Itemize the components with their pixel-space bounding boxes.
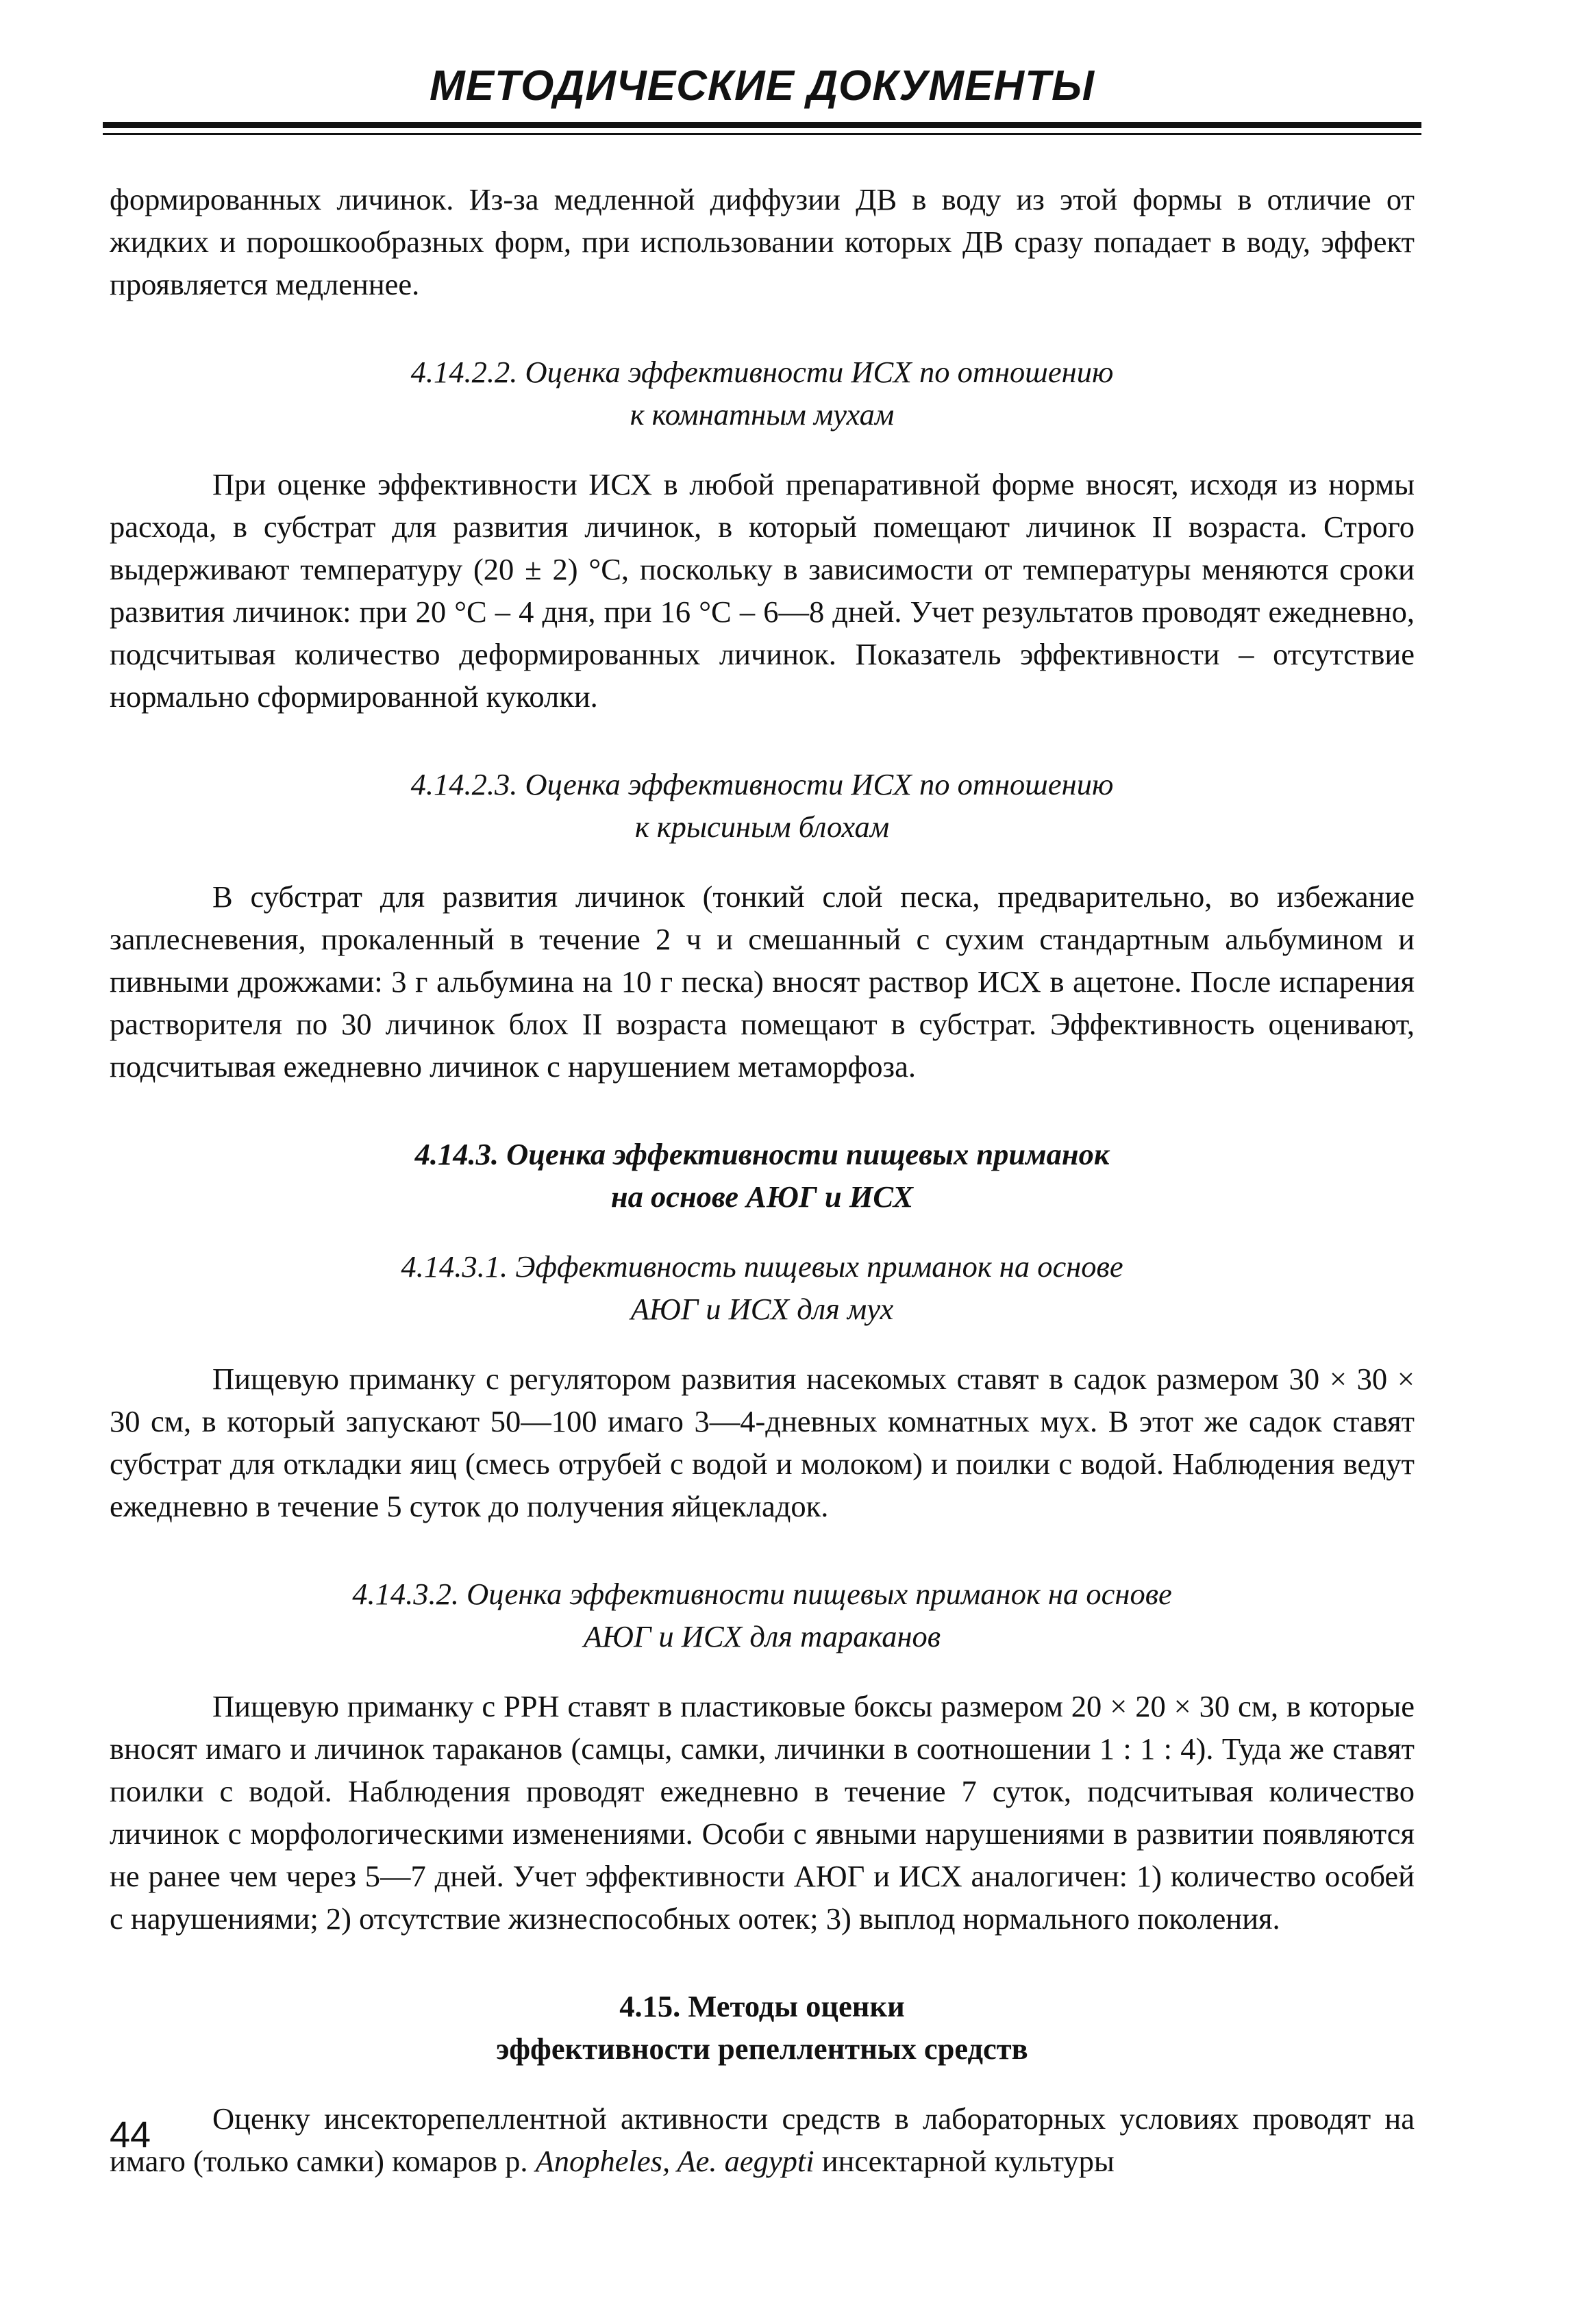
paragraph-text: Оценку инсекторепеллентной активности средств в лабораторных условиях проводят на имаго (только самки) комаров р. [110,2101,1415,2178]
paragraph-rat-fleas: В субстрат для развития личинок (тонкий слой песка, предварительно, во избежание заплесневения, прокаленный в течение 2 ч и смешанный с сухим стандартным альбумином и пивными дрожжами: 3 г альбумина на 10 г песка) вносят раствор ИСХ в ацетоне. После испарения растворителя по 30 личинок блох II возраста помещают в субстрат. Эффективность оценивают, подсчитывая ежедневно личинок с нарушением метаморфоза. [110,879,1415,1084]
header-rule-thick [103,122,1421,128]
section-heading-repellents [110,1985,1415,2070]
heading-line: к комнатным мухам [630,397,895,432]
heading-line: эффективности репеллентных средств [496,2032,1028,2066]
section-heading-baits [110,1133,1415,1218]
paragraph-repellents [110,2097,1415,2182]
heading-line: 4.14.3.1. Эффективность пищевых приманок на основе [401,1249,1123,1284]
paragraph-continuation: формированных личинок. Из-за медленной диффузии ДВ в воду из этой формы в отличие от жидких и порошкообразных форм, при использовании которых ДВ сразу попадает в воду, эффект проявляется медленнее. [110,182,1415,301]
heading-line: 4.14.2.3. Оценка эффективности ИСХ по отношению [410,767,1114,801]
paragraph-text: инсектарной культуры [814,2144,1115,2178]
heading-line: АЮГ и ИСХ для мух [630,1292,894,1326]
subsection-heading-baits-flies [110,1245,1415,1330]
running-header: МЕТОДИЧЕСКИЕ ДОКУМЕНТЫ [430,62,1095,110]
species-names: Anopheles, Ae. aegypti [535,2144,814,2178]
paragraph-houseflies: При оценке эффективности ИСХ в любой препаративной форме вносят, исходя из нормы расхода, в субстрат для развития личинок, в который помещают личинок II возраста. Строго выдерживают температуру (20 ± 2) °С, поскольку в зависимости от температуры меняются сроки развития личинок: при 20 °С – 4 дня, при 16 °С – 6—8 дней. Учет результатов проводят ежедневно, подсчитывая количество деформированных личинок. Показатель эффективности – отсутствие нормально сформированной куколки. [110,467,1415,714]
subsection-heading-houseflies [110,351,1415,436]
heading-line: на основе АЮГ и ИСХ [610,1179,914,1214]
page-content [110,178,1415,2182]
heading-line: 4.14.3. Оценка эффективности пищевых приманок [414,1137,1110,1171]
heading-line: к крысиным блохам [634,810,890,844]
page-number: 44 [110,2114,151,2156]
subsection-heading-rat-fleas [110,763,1415,848]
heading-line: 4.15. Методы оценки [619,1989,905,2023]
subsection-heading-baits-cockroaches [110,1573,1415,1658]
heading-line: 4.14.3.2. Оценка эффективности пищевых приманок на основе [352,1577,1172,1611]
heading-line: АЮГ и ИСХ для тараканов [583,1619,941,1653]
paragraph-baits-flies: Пищевую приманку с регулятором развития насекомых ставят в садок размером 30 × 30 × 30 см, в который запускают 50—100 имаго 3—4-дневных комнатных мух. В этот же садок ставят субстрат для откладки яиц (смесь отрубей с водой и молоком) и поилки с водой. Наблюдения ведут ежедневно в течение 5 суток до получения яйцекладок. [110,1362,1415,1523]
paragraph-baits-cockroaches: Пищевую приманку с РРН ставят в пластиковые боксы размером 20 × 20 × 30 см, в которые вносят имаго и личинок тараканов (самцы, самки, личинки в соотношении 1 : 1 : 4). Туда же ставят поилки с водой. Наблюдения проводят ежедневно в течение 7 суток, подсчитывая количество личинок с морфологическими изменениями. Особи с явными нарушениями в развитии появляются не ранее чем через 5—7 дней. Учет эффективности АЮГ и ИСХ аналогичен: 1) количество особей с нарушениями; 2) отсутствие жизнеспособных оотек; 3) выплод нормального поколения. [110,1689,1415,1936]
header-rule-thin [103,133,1421,135]
heading-line: 4.14.2.2. Оценка эффективности ИСХ по отношению [410,355,1114,389]
